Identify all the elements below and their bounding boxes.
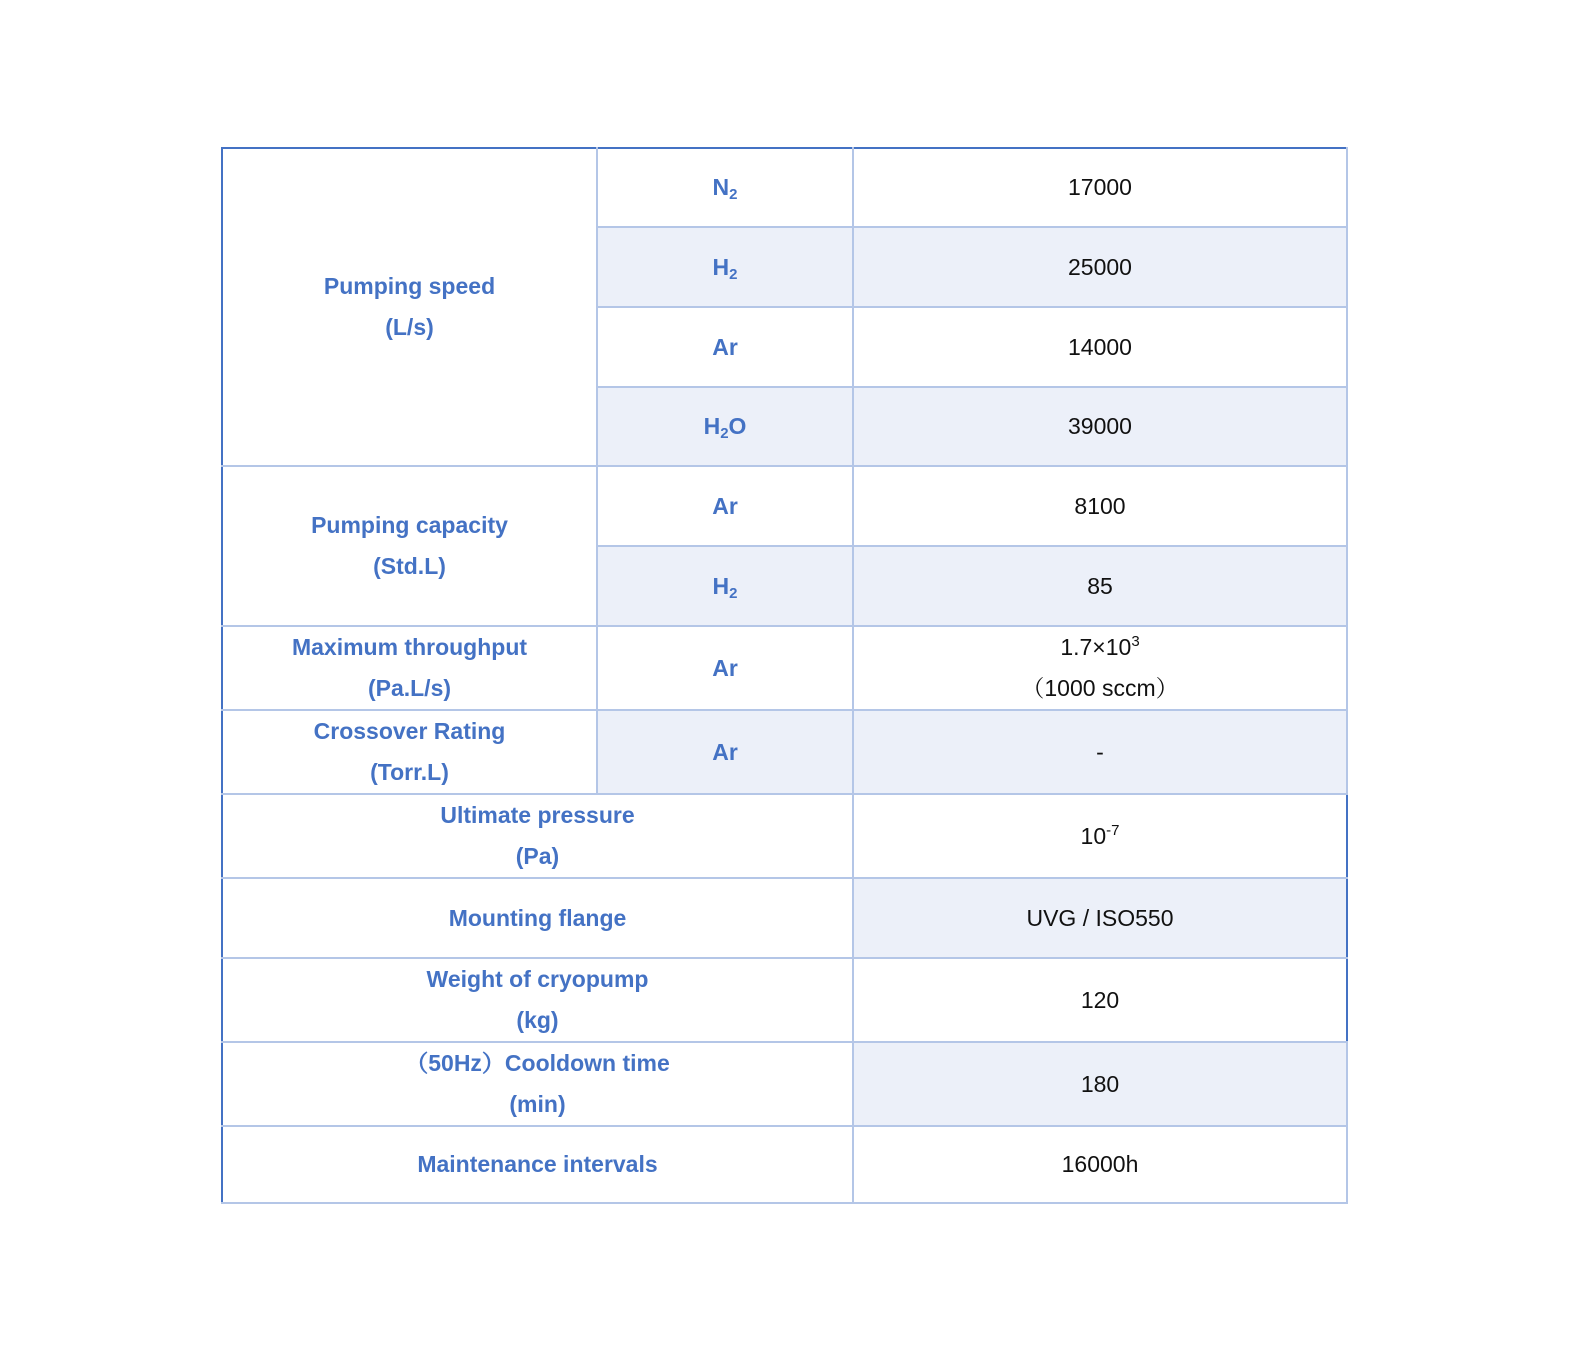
ultimate-pressure-unit: (Pa) [515, 843, 560, 869]
pumping-capacity-label-cell [222, 466, 597, 626]
crossover-label: Crossover Rating [313, 718, 506, 744]
value-cell: 14000 [853, 307, 1347, 387]
pumping-capacity-label: Pumping capacity [311, 512, 508, 538]
mounting-flange-label: Mounting flange [222, 878, 853, 958]
value-cell: - [853, 710, 1347, 794]
cooldown-label-cell [222, 1042, 853, 1126]
table-row [222, 878, 1347, 958]
gas-cell-h2: $H_2$ [597, 546, 853, 626]
pumping-capacity-unit: (Std.L) [373, 553, 446, 579]
value-note: （1000 sccm） [1021, 675, 1179, 701]
table-row [222, 958, 1347, 1042]
value-cell: 120 [853, 958, 1347, 1042]
table-row [222, 148, 1347, 227]
table-row [222, 626, 1347, 710]
gas-cell-ar: Ar [597, 466, 853, 546]
value-cell: 180 [853, 1042, 1347, 1126]
value-cell: 16000h [853, 1126, 1347, 1203]
weight-unit: (kg) [516, 1007, 559, 1033]
gas-cell-ar: Ar [597, 626, 853, 710]
table-row [222, 1126, 1347, 1203]
gas-cell-ar: Ar [597, 710, 853, 794]
table-row [222, 710, 1347, 794]
pumping-speed-unit: (L/s) [385, 314, 434, 340]
value-cell: 85 [853, 546, 1347, 626]
max-throughput-label-cell [222, 626, 597, 710]
pumping-speed-label: Pumping speed [323, 273, 496, 299]
gas-cell-h2: $H_2$ [597, 227, 853, 307]
value-cell: $1.7\times 10^3$ （1000 sccm） [853, 626, 1347, 710]
value-cell: 8100 [853, 466, 1347, 546]
cooldown-unit: (min) [509, 1091, 566, 1117]
ultimate-pressure-label: Ultimate pressure [440, 802, 635, 828]
cooldown-label: （50Hz）Cooldown time [405, 1050, 670, 1076]
max-throughput-label: Maximum throughput [291, 634, 528, 660]
table-row [222, 794, 1347, 878]
gas-cell-ar: Ar [597, 307, 853, 387]
value-cell: 25000 [853, 227, 1347, 307]
gas-cell-n2: $N_2$ [597, 148, 853, 227]
weight-label: Weight of cryopump [426, 966, 649, 992]
max-throughput-unit: (Pa.L/s) [367, 675, 452, 701]
value-cell: 17000 [853, 148, 1347, 227]
ultimate-pressure-label-cell [222, 794, 853, 878]
pumping-speed-label-cell [222, 148, 597, 466]
crossover-label-cell [222, 710, 597, 794]
weight-label-cell [222, 958, 853, 1042]
table-row [222, 466, 1347, 546]
cryopump-spec-table [221, 147, 1348, 1204]
value-cell: UVG / ISO550 [853, 878, 1347, 958]
gas-cell-h2o: $H_2O$ [597, 387, 853, 466]
crossover-unit: (Torr.L) [370, 759, 449, 785]
maintenance-label: Maintenance intervals [222, 1126, 853, 1203]
value-cell: $10^{-7}$ [853, 794, 1347, 878]
value-cell: 39000 [853, 387, 1347, 466]
table-row [222, 1042, 1347, 1126]
